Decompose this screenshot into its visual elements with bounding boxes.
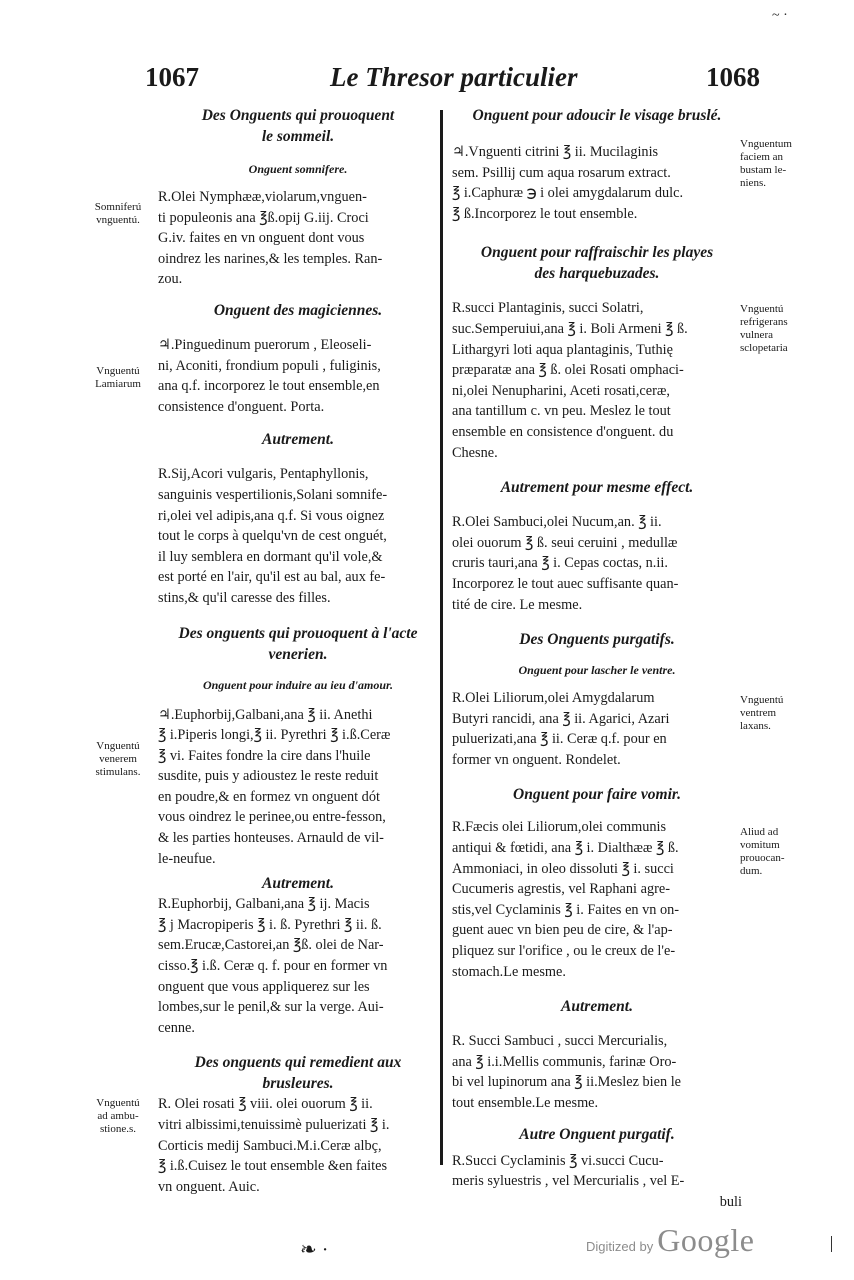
paragraph-autrement-2 (158, 894, 438, 1038)
note-line: Aliud ad (740, 826, 779, 838)
text-line: ana tantillum c. vn peu. Meslez le tout (452, 403, 671, 420)
text-line: ri,olei vel adipis,ana q.f. Si vous oignez (158, 507, 385, 524)
right-column (452, 105, 742, 1212)
note-line: laxans. (740, 720, 771, 732)
text-line: ♃.Pinguedinum puerorum , Eleoseli- (158, 336, 372, 353)
left-page-number: 1067 (145, 62, 199, 92)
text-line: Chesne. (452, 444, 498, 461)
note-line: prouocan- (740, 852, 785, 864)
text-line: R.Succi Cyclaminis ℥ vi.succi Cucu- (452, 1152, 664, 1169)
note-line: Vnguentú (96, 1097, 140, 1109)
paragraph-venerien (158, 705, 438, 870)
text-line: consistence d'onguent. Porta. (158, 398, 325, 415)
margin-note (740, 826, 812, 878)
note-line: dum. (740, 865, 763, 877)
text-line: le-neufue. (158, 850, 216, 867)
text-line: meris syluestris , vel Mercurialis , vel E- (452, 1173, 685, 1190)
note-line: sclopetaria (740, 342, 788, 354)
running-header (0, 62, 854, 102)
text-line: tité de cire. Le mesme. (452, 596, 583, 613)
text-line: R.Olei Nymphææ,violarum,vnguen- (158, 189, 367, 205)
text-line: ℥ j Macropiperis ℥ i. ß. Pyrethri ℥ ii. ß. (158, 916, 382, 933)
text-line: R.succi Plantaginis, succi Solatri, (452, 300, 644, 317)
note-line: stimulans. (95, 766, 141, 778)
digitized-label: Digitized by (586, 1239, 654, 1254)
section-heading: Onguent des magiciennes. (213, 301, 383, 319)
text-line: cenne. (158, 1019, 195, 1036)
running-title: Le Thresor particulier (330, 62, 578, 92)
text-line: stis,vel Cyclaminis ℥ i. Faites en vn on- (452, 901, 680, 918)
text-line: ana ℥ i.i.Mellis communis, farinæ Oro- (452, 1053, 677, 1070)
text-line: bi vel lupinorum ana ℥ ii.Meslez bien le (452, 1074, 682, 1091)
note-line: faciem an (740, 151, 784, 163)
subheading: Onguent pour induire au ieu d'amour. (202, 677, 394, 692)
page-edge-mark (831, 1236, 832, 1252)
text-line: ensemble en consistence d'onguent. du (452, 423, 674, 440)
margin-note (82, 365, 154, 391)
section-heading: Des onguents qui remedient aux (194, 1054, 402, 1072)
subheading: Onguent pour lascher le ventre. (518, 663, 676, 678)
text-line: oindrez les narines,& les temples. Ran- (158, 250, 383, 267)
text-line: ni,olei Nenupharini, Aceti rosati,ceræ, (452, 382, 670, 399)
text-line: est porté en l'air, qu'il est au bal, aux fe- (158, 569, 386, 586)
paragraph-autre-purgatif (452, 1151, 742, 1213)
margin-note (82, 740, 154, 779)
right-page-number: 1068 (706, 62, 760, 92)
section-heading: Des Onguents qui prouoquent (201, 107, 395, 124)
left-column (158, 105, 438, 1197)
text-line: il luy semblera en dormant qu'il vole,& (158, 548, 383, 565)
text-line: lombes,sur le penil,& sur la verge. Aui- (158, 999, 384, 1016)
note-line: Vnguentú (740, 303, 784, 315)
text-line: susdite, puis y adioustez le reste reduit (158, 768, 379, 785)
text-line: & les parties honteuses. Arnauld de vil- (158, 830, 384, 847)
note-line: vomitum (740, 839, 780, 851)
text-line: stins,& qu'il caresse des filles. (158, 589, 331, 606)
note-line: refrigerans (740, 316, 788, 328)
paragraph-vomir (452, 817, 742, 982)
text-line: ♃.Vnguenti citrini ℥ ii. Mucilaginis (452, 144, 659, 160)
text-line: vous oindrez le perinee,ou entre-fesson, (158, 809, 386, 826)
section-heading: Autrement. (262, 431, 334, 449)
text-line: onguent que vous appliquerez sur les (158, 978, 370, 995)
note-line: stione.s. (99, 1123, 137, 1135)
note-line: venerem (99, 753, 137, 765)
note-line: Lamiarum (95, 378, 141, 390)
section-heading: Onguent pour raffraischir les playes (480, 244, 714, 262)
paragraph-harquebuzades (452, 298, 742, 463)
text-line: en poudre,& en formez vn onguent dót (158, 788, 380, 805)
text-line: ℥ vi. Faites fondre la cire dans l'huile (158, 747, 371, 764)
text-line: ana q.f. incorporez le tout ensemble,en (158, 378, 380, 395)
note-line: ventrem (740, 707, 777, 719)
text-line: Ammoniaci, in oleo dissoluti ℥ i. succi (452, 860, 674, 877)
text-line: Incorporez le tout auec suffisante quan- (452, 575, 679, 592)
text-line: guent auec vn bien peu de cire, & l'ap- (452, 922, 673, 939)
text-line: G.iv. faites en vn onguent dont vous (158, 230, 365, 247)
text-line: ℥ ß.Incorporez le tout ensemble. (452, 205, 638, 222)
google-logo: Google (657, 1222, 755, 1258)
margin-note (82, 201, 154, 227)
text-line: antiqui & fœtidi, ana ℥ i. Dialthææ ℥ ß. (452, 840, 679, 857)
paragraph-autrement-3 (452, 1031, 742, 1113)
text-line: præparatæ ana ℥ ß. olei Rosati omphaci- (452, 362, 684, 379)
section-heading: Des Onguents purgatifs. (519, 631, 675, 649)
text-line: R.Olei Sambuci,olei Nucum,an. ℥ ii. (452, 514, 662, 531)
section-heading: Onguent pour adoucir le visage bruslé. (472, 107, 722, 124)
text-line: vn onguent. Auic. (158, 1178, 260, 1195)
text-line: ♃.Euphorbij,Galbani,ana ℥ ii. Anethi (158, 706, 373, 723)
text-line: R. Olei rosati ℥ viii. olei ouorum ℥ ii. (158, 1096, 373, 1113)
note-line: vnguentú. (96, 214, 140, 226)
margin-note (740, 138, 812, 190)
section-heading: des harquebuzades. (534, 265, 660, 283)
text-line: cisso.℥ i.ß. Ceræ q. f. pour en former vn (158, 958, 388, 975)
section-heading: le sommeil. (261, 128, 335, 145)
text-line: Lithargyri loti aqua plantaginis, Tuthię (452, 341, 673, 358)
margin-note (740, 694, 812, 733)
note-line: bustam le- (740, 164, 787, 176)
text-line: vitri albissimi,tenuissimè puluerizati ℥ i. (158, 1117, 390, 1133)
paragraph-mesme-effect (452, 512, 742, 615)
text-line: R.Fæcis olei Liliorum,olei communis (452, 819, 667, 836)
text-line: tout ensemble.Le mesme. (452, 1095, 599, 1111)
text-line: Butyri rancidi, ana ℥ ii. Agarici, Azari (452, 710, 670, 727)
text-line: puluerizati,ana ℥ ii. Ceræ q.f. pour en (452, 731, 667, 748)
text-line: tout le corps à quelqu'vn de cest onguét, (158, 528, 387, 545)
margin-note (82, 1097, 154, 1136)
text-line: R.Euphorbij, Galbani,ana ℥ ij. Macis (158, 896, 370, 913)
text-line: suc.Semperuiui,ana ℥ i. Boli Armeni ℥ ß. (452, 320, 688, 337)
text-line: ti populeonis ana ℥ß.opij G.iij. Croci (158, 209, 369, 226)
section-heading: venerien. (268, 645, 328, 663)
digitized-watermark (586, 1222, 754, 1259)
text-line: Corticis medij Sambuci.M.i.Ceræ albç, (158, 1137, 382, 1154)
note-line: vulnera (740, 329, 773, 341)
text-line: ℥ i.ß.Cuisez le tout ensemble &en faites (158, 1158, 388, 1175)
corner-mark: ~ · (772, 8, 788, 23)
text-line: ℥ i.Caphuræ ℈ i olei amygdalarum dulc. (452, 185, 684, 202)
text-line: ℥ i.Piperis longi,℥ ii. Pyrethri ℥ i.ß.Ceræ (158, 727, 391, 744)
section-heading: brusleures. (262, 1075, 334, 1093)
note-line: niens. (740, 177, 766, 189)
section-heading: Autre Onguent purgatif. (519, 1125, 675, 1143)
text-line: sanguinis vespertilionis,Solani somnife- (158, 486, 388, 503)
text-line: buli (719, 1193, 742, 1210)
note-line: Vnguentú (96, 365, 140, 377)
text-line: sem.Erucæ,Castorei,an ℥ß. olei de Nar- (158, 937, 384, 954)
paragraph-autrement-1 (158, 464, 438, 608)
section-heading: Autrement. (561, 998, 633, 1016)
note-line: Vnguentú (740, 694, 784, 706)
text-line: R.Olei Liliorum,olei Amygdalarum (452, 690, 655, 707)
text-line: sem. Psillij cum aqua rosarum extract. (452, 164, 671, 181)
section-heading: Autrement pour mesme effect. (500, 479, 694, 497)
paragraph-somnifere (158, 187, 438, 290)
text-line: former vn onguent. Rondelet. (452, 751, 621, 768)
text-line: zou. (158, 271, 183, 288)
text-line: R.Sij,Acori vulgaris, Pentaphyllonis, (158, 466, 369, 483)
subheading: Onguent somnifere. (248, 162, 348, 176)
note-line: Vnguentum (740, 138, 792, 150)
text-line: stomach.Le mesme. (452, 963, 566, 980)
section-heading: Des onguents qui prouoquent à l'acte (178, 624, 418, 642)
fleuron-ornament: ❧ · (300, 1239, 329, 1261)
section-heading: Autrement. (262, 875, 334, 893)
paragraph-magiciennes (158, 335, 438, 417)
paragraph-purgatifs (452, 688, 742, 770)
paragraph-visage (452, 142, 742, 224)
section-heading: Onguent pour faire vomir. (513, 786, 681, 804)
text-line: R. Succi Sambuci , succi Mercurialis, (452, 1033, 668, 1050)
margin-note (740, 303, 812, 355)
text-line: Cucumeris agrestis, vel Raphani agre- (452, 881, 670, 898)
paragraph-brusleures (158, 1094, 438, 1197)
text-line: pliquez sur l'orifice , ou le creux de l'e- (452, 943, 676, 960)
text-line: ni, Aconiti, frondium populi , fuliginis, (158, 357, 381, 374)
text-line: cruris tauri,ana ℥ i. Cepas coctas, n.ii. (452, 555, 668, 572)
note-line: Vnguentú (96, 740, 140, 752)
text-line: olei ouorum ℥ ß. seui ceruini , medullæ (452, 534, 678, 551)
note-line: Somniferú (94, 201, 142, 213)
note-line: ad ambu- (97, 1110, 139, 1122)
column-divider (440, 110, 443, 1165)
